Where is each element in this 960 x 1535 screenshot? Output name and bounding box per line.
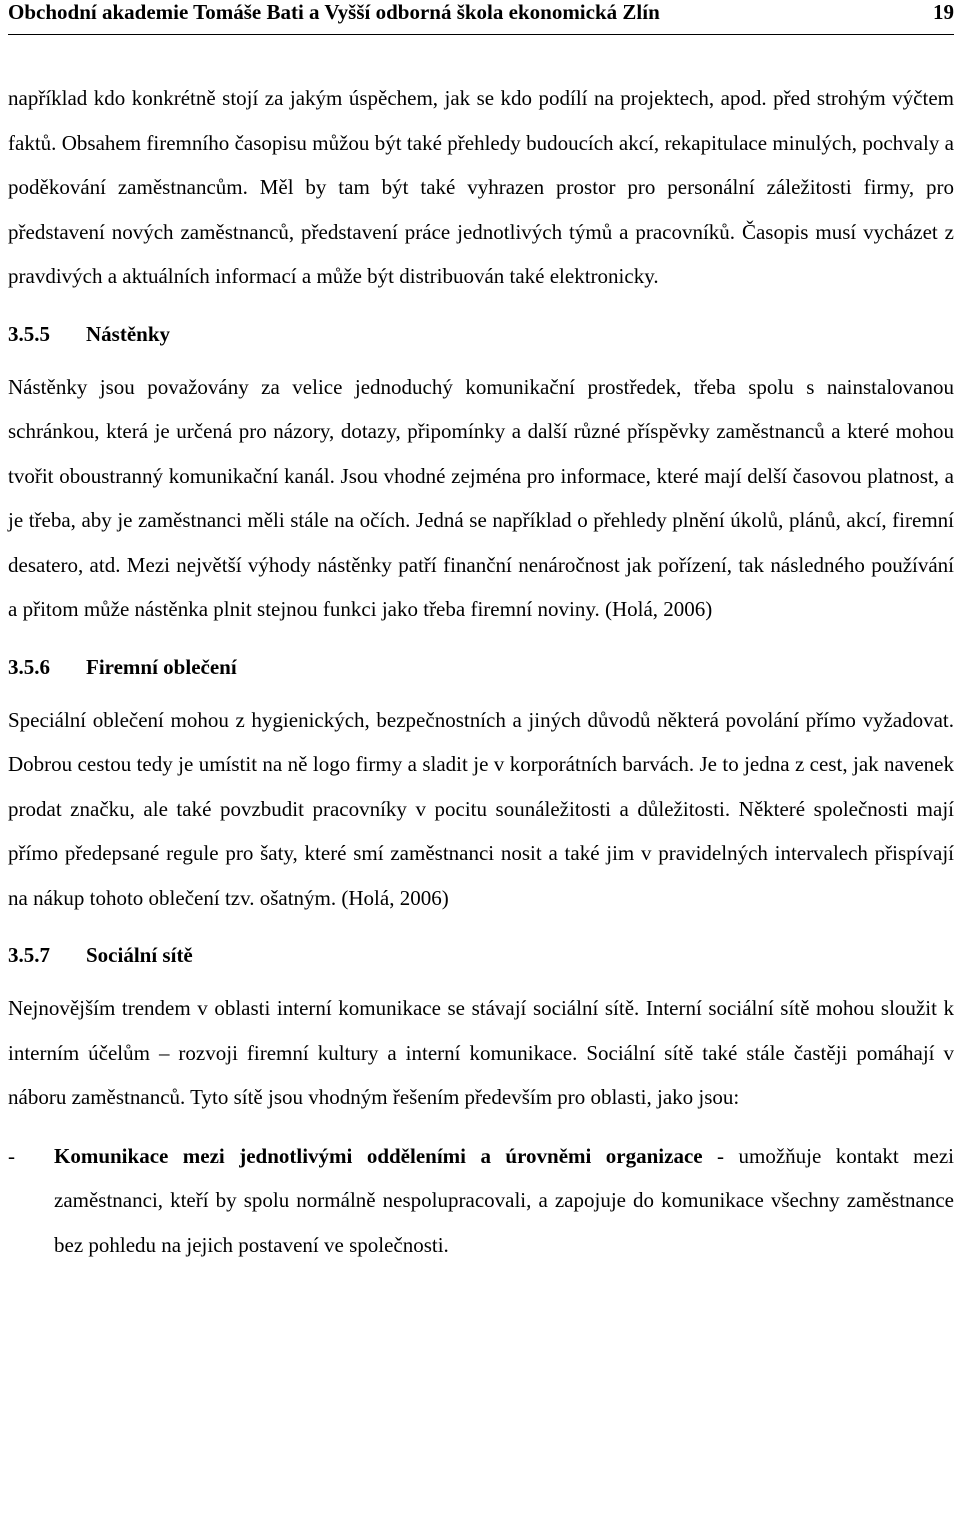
section-number: 3.5.6 xyxy=(8,654,50,679)
section-heading-355 xyxy=(8,321,954,347)
section-357-paragraph: Nejnovějším trendem v oblasti interní komunikace se stávají sociální sítě. Interní sociální sítě mohou sloužit k interním účelům – rozvoji firemní kultury a interní komunikace. Sociální sítě také stále častěji pomáhají v náboru zaměstnanců. Tyto sítě jsou vhodným řešením především pro oblasti, jako jsou: xyxy=(8,996,954,1109)
intro-paragraph: například kdo konkrétně stojí za jakým úspěchem, jak se kdo podílí na projektech, apod. před strohým výčtem faktů. Obsahem firemního časopisu můžou být také přehledy budoucích akcí, rekapitulace minulých, pochvaly a poděkování zaměstnancům. Měl by tam být také vyhrazen prostor pro personální záležitosti firmy, pro představení nových zaměstnanců, představení práce jednotlivých týmů a pracovníků. Časopis musí vycházet z pravdivých a aktuálních informací a může být distribuován také elektronicky. xyxy=(8,86,954,288)
section-title: Sociální sítě xyxy=(86,943,193,967)
page-header xyxy=(8,0,954,35)
section-title: Nástěnky xyxy=(86,321,171,346)
list-item xyxy=(8,1134,954,1268)
section-title: Firemní oblečení xyxy=(86,654,237,679)
section-heading-356 xyxy=(8,654,954,680)
section-355-paragraph: Nástěnky jsou považovány za velice jednoduchý komunikační prostředek, třeba spolu s nainstalovanou schránkou, která je určená pro názory, dotazy, připomínky a další různé příspěvky zaměstnanců a které mohou tvořit oboustranný komunikační kanál. Jsou vhodné zejména pro informace, které mají delší časovou platnost, a je třeba, aby je zaměstnanci měli stále na očích. Jedná se například o přehledy plnění úkolů, plánů, akcí, firemní desatero, atd. Mezi největší výhody nástěnky patří finanční nenáročnost jak pořízení, tak následného používání a přitom může nástěnka plnit stejnou funkci jako třeba firemní noviny. (Holá, 2006) xyxy=(8,374,954,621)
header-title: Obchodní akademie Tomáše Bati a Vyšší odborná škola ekonomická Zlín xyxy=(8,0,660,24)
list-item-text xyxy=(54,1134,954,1268)
section-number: 3.5.7 xyxy=(8,943,50,967)
list-item-rest: - umožňuje kontakt mezi zaměstnanci, kteří by spolu normálně nespolupracovali, a zapojuje do komunikace všechny zaměstnance bez pohledu na jejich postavení ve společnosti. xyxy=(54,1143,954,1257)
section-number: 3.5.5 xyxy=(8,321,50,346)
page-number: 19 xyxy=(933,0,954,24)
list-bullet: - xyxy=(8,1143,15,1168)
page-content xyxy=(8,76,954,1267)
list-item-bold: Komunikace mezi jednotlivými odděleními a úrovněmi organizace xyxy=(54,1143,703,1168)
section-356-paragraph: Speciální oblečení mohou z hygienických, bezpečnostních a jiných důvodů některá povolání přímo vyžadovat. Dobrou cestou tedy je umístit na ně logo firmy a sladit je v korporátních barvách. Je to jedna z cest, jak navenek prodat značku, ale také povzbudit pracovníky v pocitu sounáležitosti a důležitosti. Některé společnosti mají přímo předepsané regule pro šaty, které smí zaměstnanci nosit a také jim v pravidelných intervalech přispívají na nákup tohoto oblečení tzv. ošatným. (Holá, 2006) xyxy=(8,707,954,910)
section-heading-357 xyxy=(8,942,954,968)
